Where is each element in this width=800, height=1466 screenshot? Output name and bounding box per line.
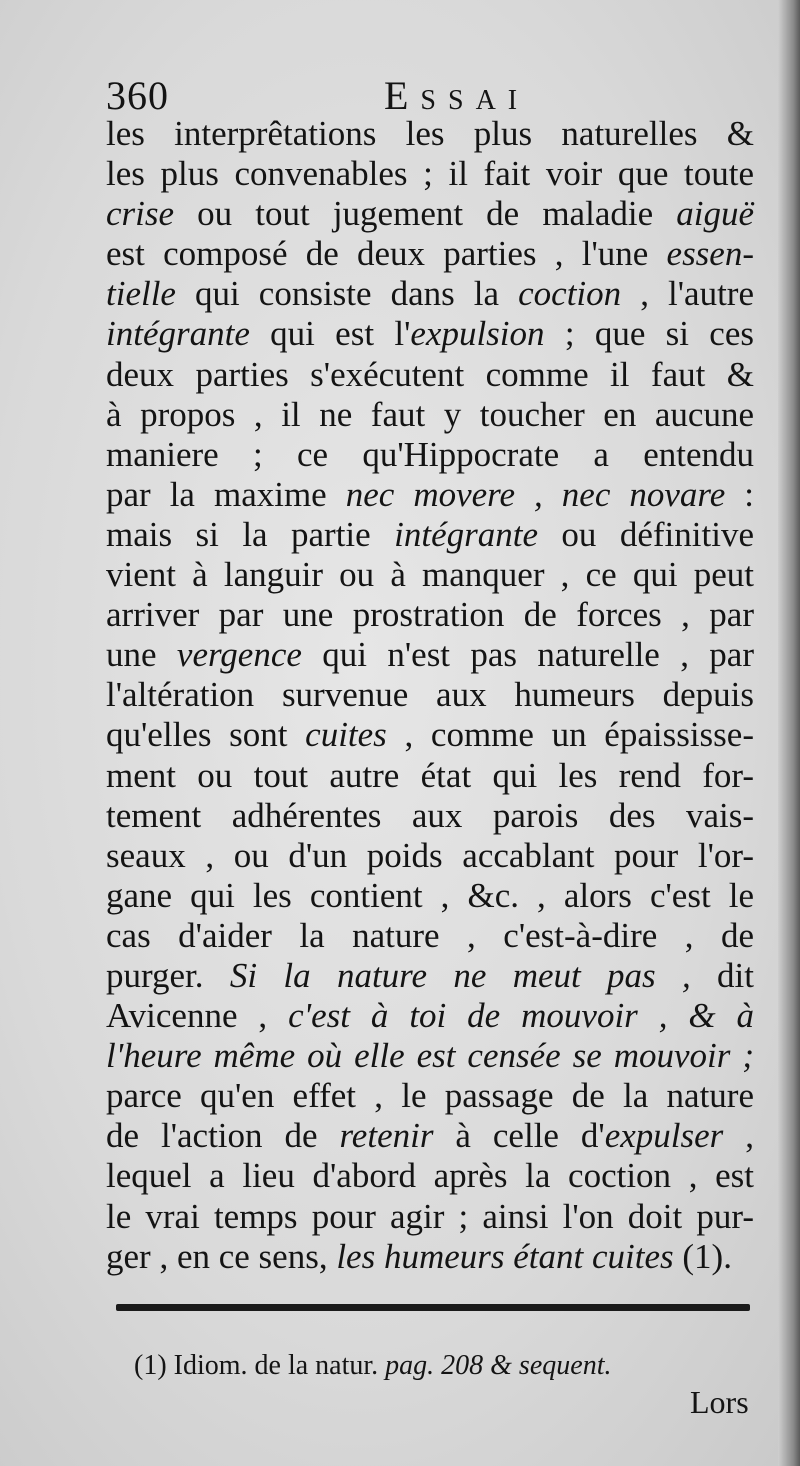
text-line [106,395,754,435]
text-line [106,435,754,475]
text-segment: ; que si ces [544,314,754,354]
italic-text: intégrante [394,514,538,554]
text-segment: purger. [106,955,230,995]
text-segment: (1). [673,1236,732,1276]
text-segment: lequel a lieu d'abord après la coction , est [106,1156,754,1196]
text-line [106,194,754,234]
italic-text: expulsion [410,314,545,354]
text-line [106,515,754,555]
text-segment: , [723,1116,754,1156]
italic-text: crise [106,194,175,234]
catchword: Lors [690,1384,749,1420]
text-segment: gane qui les contient , &c. , alors c'est le [106,875,754,915]
italic-text: expulser [604,1116,724,1156]
text-segment: par la maxime [106,474,346,514]
footnote-rule [116,1304,750,1311]
text-segment: à propos , il ne faut y toucher en aucune [106,394,754,434]
italic-text: aiguë [676,194,754,234]
italic-text: c'est à toi de mouvoir , & à [288,996,754,1036]
running-head: Essai [384,73,530,118]
text-line [106,876,754,916]
text-line [106,715,754,755]
text-segment: qu'elles sont [106,715,306,755]
text-segment: : [725,474,754,514]
text-segment: ou définitive [538,514,754,554]
text-segment: parce qu'en effet , le passage de la nature [106,1076,754,1116]
text-line [106,1036,754,1076]
footnote-text: (1) Idiom. de la natur. [134,1350,386,1381]
text-segment: l'altération survenue aux humeurs depuis [106,675,754,715]
text-segment: seaux , ou d'un poids accablant pour l'or- [106,835,754,875]
italic-text: vergence [176,635,302,675]
italic-text: nec movere , nec novare [345,474,726,514]
text-segment: , l'autre [621,274,754,314]
text-line [106,595,754,635]
text-line [106,916,754,956]
text-segment: qui n'est pas naturelle , par [301,635,754,675]
text-line [106,154,754,194]
italic-text: les humeurs étant cuites [336,1236,674,1276]
text-segment: vient à languir ou à manquer , ce qui peut [106,555,754,595]
italic-text: intégrante [106,314,250,354]
text-segment: de l'action de [106,1116,340,1156]
text-line [106,836,754,876]
text-segment: à celle d' [433,1116,605,1156]
text-segment: dit [690,955,754,995]
text-line [106,756,754,796]
text-line [106,956,754,996]
italic-text: cuites [305,715,387,755]
footnote [134,1350,754,1382]
italic-text: l'heure même où elle est censée se mouvoir ; [106,1036,754,1076]
text-segment: qui consiste dans la [175,274,519,314]
body-text [106,114,754,1277]
text-line [106,796,754,836]
text-line [106,1237,754,1277]
text-segment: est composé de deux parties , l'une [106,234,667,274]
page-edge-shadow [778,0,800,1466]
text-line [106,1197,754,1237]
text-segment: ger , en ce sens, [106,1236,337,1276]
footnote-italic: pag. 208 & sequent. [385,1350,612,1381]
text-segment: une [106,635,177,675]
italic-text: essen- [666,234,754,274]
text-segment: ment ou tout autre état qui les rend for- [106,755,754,795]
text-segment: cas d'aider la nature , c'est-à-dire , de [106,915,754,955]
text-segment: Avicenne , [106,996,289,1036]
text-line [106,475,754,515]
italic-text: retenir [339,1116,434,1156]
italic-text: tielle [106,274,176,314]
text-line [106,1156,754,1196]
text-line [106,1076,754,1116]
text-segment: les plus convenables ; il fait voir que toute [106,154,754,194]
text-line [106,675,754,715]
text-line [106,635,754,675]
text-segment: arriver par une prostration de forces , par [106,595,754,635]
italic-text: coction [518,274,622,314]
text-segment: deux parties s'exécutent comme il faut & [106,354,754,394]
text-segment: ou tout jugement de maladie [174,194,677,234]
page-number: 360 [106,73,169,118]
text-line [106,555,754,595]
text-line [106,996,754,1036]
text-line [106,234,754,274]
text-line [106,1116,754,1156]
text-line [106,314,754,354]
italic-text: Si la nature ne meut pas , [229,955,691,995]
text-line [106,355,754,395]
text-segment: qui est l' [249,314,411,354]
text-line [106,274,754,314]
text-segment: les interprêtations les plus naturelles & [106,114,754,153]
text-segment: tement adhérentes aux parois des vais- [106,795,754,835]
text-segment: maniere ; ce qu'Hippocrate a entendu [106,434,754,474]
text-segment: le vrai temps pour agir ; ainsi l'on doit pur- [106,1196,754,1236]
text-segment: , comme un épaississe- [386,715,754,755]
text-line [106,114,754,154]
text-segment: mais si la partie [106,514,395,554]
